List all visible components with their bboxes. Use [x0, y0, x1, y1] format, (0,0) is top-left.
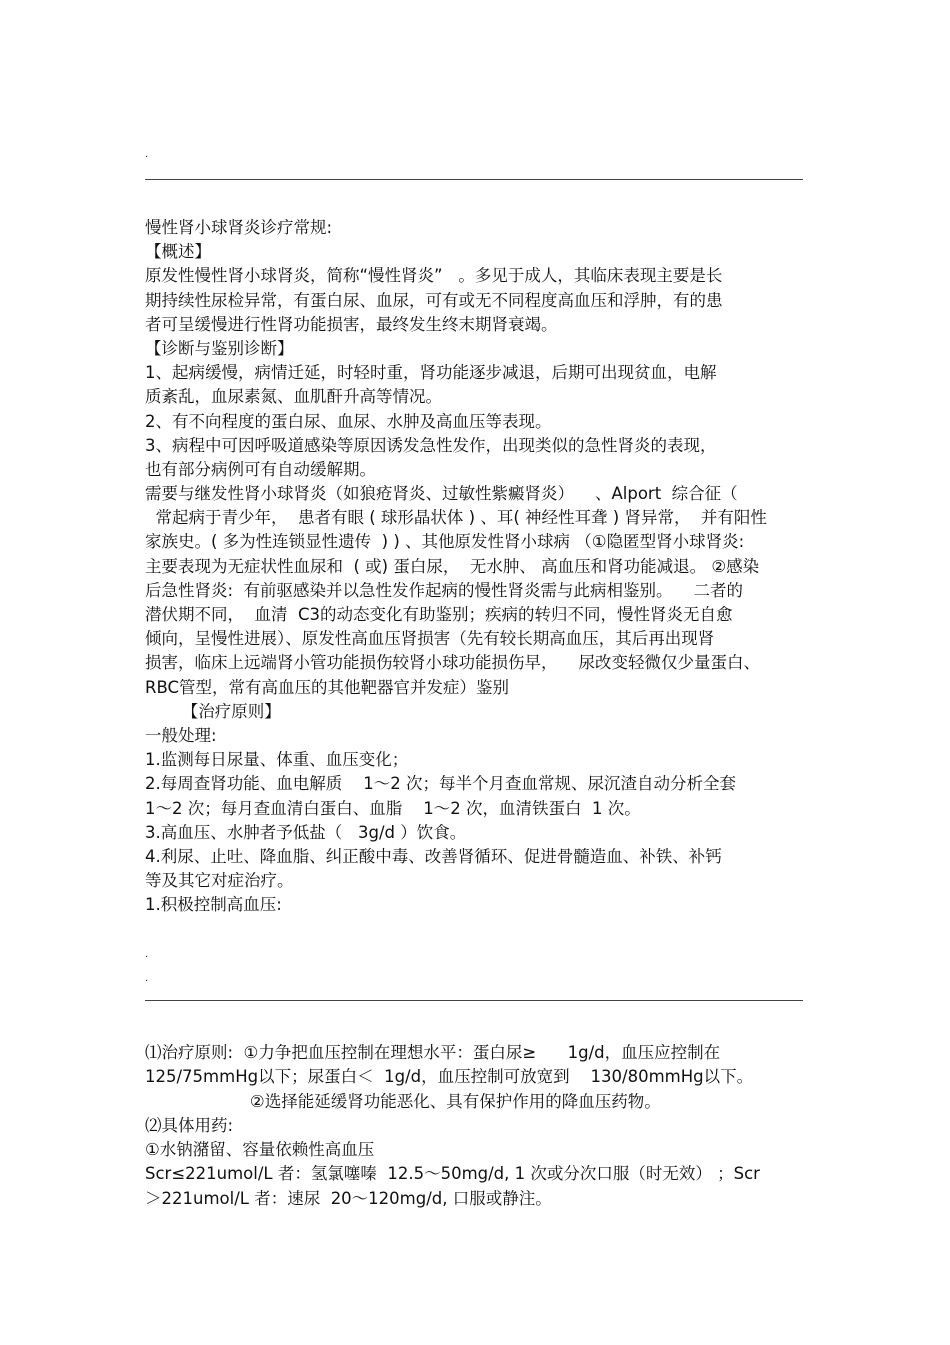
text-line: ＞221umol/L 者：速尿 20～120mg/d, 口服或静注。 — [145, 1188, 552, 1208]
text-line: 潜伏期不同， 血清 C3的动态变化有助鉴别；疾病的转归不同，慢性肾炎无自愈 — [145, 605, 733, 624]
header-rule — [145, 179, 803, 180]
text-line: ①水钠潴留、容量依赖性高血压 — [145, 1140, 375, 1160]
text-line: 125/75mmHg以下；尿蛋白＜ 1g/d，血压控制可放宽到 130/80mmHg以下。 — [145, 1067, 754, 1087]
footer-mark-2: . — [145, 973, 149, 984]
text-line: 1～2 次；每月查血清白蛋白、血脂 1～2 次，血清铁蛋白 1 次。 — [145, 798, 641, 818]
text-line: ②选择能延缓肾功能恶化、具有保护作用的降血压药物。 — [145, 1091, 661, 1111]
text-line: ⑵具体用药: — [145, 1115, 234, 1135]
text-line: 需要与继发性肾小球肾炎（如狼疮肾炎、过敏性紫癜肾炎） 、Alport 综合征（ — [145, 484, 738, 504]
text-line: 后急性肾炎: 有前驱感染并以急性发作起病的慢性肾炎需与此病相鉴别。 二者的 — [145, 580, 744, 600]
footer-mark-1: . — [145, 949, 149, 960]
text-line: Scr≤221umol/L 者：氢氯噻嗪 12.5～50mg/d, 1 次或分次口服（时无效） ；Scr — [145, 1164, 760, 1184]
text-line: 1.监测每日尿量、体重、血压变化； — [145, 750, 409, 770]
text-line: 一般处理: — [145, 725, 217, 745]
text-line: 原发性慢性肾小球肾炎，简称“慢性肾炎” 。多见于成人，其临床表现主要是长 — [145, 266, 723, 286]
text-line: 2.每周查肾功能、血电解质 1～2 次；每半个月查血常规、尿沉渣自动分析全套 — [145, 774, 736, 794]
text-line: 者可呈缓慢进行性肾功能损害，最终发生终末期肾衰竭。 — [145, 314, 558, 334]
text-line: 【概述】 — [145, 242, 211, 262]
text-line: 常起病于青少年， 患者有眼 ( 球形晶状体 ) 、耳( 神经性耳聋 ) 肾异常， 并有阳性 — [145, 508, 767, 528]
text-line: 损害，临床上远端肾小管功能损伤较肾小球功能损伤早， 尿改变轻微仅少量蛋白、 — [145, 653, 760, 673]
text-line: 【诊断与鉴别诊断】 — [145, 338, 294, 358]
text-line: 期持续性尿检异常，有蛋白尿、血尿，可有或无不同程度高血压和浮肿，有的患 — [145, 290, 723, 310]
section-2-body — [145, 1041, 815, 1211]
text-line: 家族史。( 多为性连锁显性遗传 ) ) 、其他原发性肾小球病 （①隐匿型肾小球肾炎: — [145, 532, 745, 552]
text-line: 3.高血压、水肿者予低盐（ 3g/d ）饮食。 — [145, 822, 467, 842]
text-line: 等及其它对症治疗。 — [145, 871, 294, 891]
text-line: 3、病程中可因呼吸道感染等原因诱发急性发作，出现类似的急性肾炎的表现， — [145, 435, 717, 455]
page-break-rule — [145, 1000, 803, 1001]
text-line: 1.积极控制高血压: — [145, 895, 282, 915]
text-line: RBC管型，常有高血压的其他靶器官并发症）鉴别 — [145, 677, 510, 697]
text-line: 也有部分病例可有自动缓解期。 — [145, 459, 376, 479]
text-line: 质紊乱，血尿素氮、血肌酐升高等情况。 — [145, 387, 442, 407]
text-line: ⑴治疗原则: ①力争把血压控制在理想水平：蛋白尿≥ 1g/d，血压应控制在 — [145, 1043, 721, 1062]
text-line: 慢性肾小球肾炎诊疗常规: — [145, 218, 333, 237]
section-1-body — [145, 216, 815, 917]
text-line: 1、起病缓慢，病情迁延，时轻时重，肾功能逐步减退，后期可出现贫血，电解 — [145, 363, 717, 383]
header-mark: . — [145, 149, 149, 160]
text-line: 倾向，呈慢性进展）、原发性高血压肾损害（先有较长期高血压，其后再出现肾 — [145, 629, 715, 649]
text-line: 【治疗原则】 — [145, 701, 281, 721]
text-line: 4.利尿、止吐、降血脂、纠正酸中毒、改善肾循环、促进骨髓造血、补铁、补钙 — [145, 846, 722, 866]
text-line: 2、有不向程度的蛋白尿、血尿、水肿及高血压等表现。 — [145, 411, 552, 431]
text-line: 主要表现为无症状性血尿和 ( 或) 蛋白尿， 无水肿、 高血压和肾功能减退。 ②感染 — [145, 556, 760, 576]
